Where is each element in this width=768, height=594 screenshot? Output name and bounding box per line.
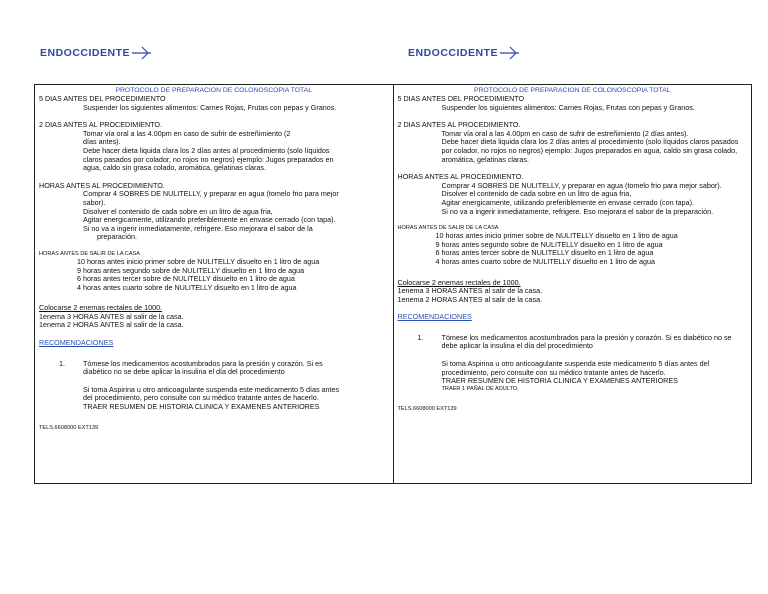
section-header-5-days: 5 DIAS ANTES DEL PROCEDIMIENTO <box>397 94 525 103</box>
schedule-line: 10 horas antes inicio primer sobre de NULITELLY disuelto en 1 litro de agua <box>435 231 678 241</box>
text-line: Disolver el contenido de cada sobre en un litro de agua fria, <box>83 206 273 216</box>
recommendation-item <box>398 386 748 393</box>
recommendation-item <box>39 386 389 403</box>
recommendation-item <box>398 377 748 386</box>
text-line: TRAER RESUMEN DE HISTORIA CLINICA Y EXAMENES ANTERIORES <box>83 402 320 412</box>
section-text-5-days: Suspender los siguientes alimentos: Carnes Rojas, Frutas con pepas y Granos. <box>83 102 337 112</box>
text-line: Debe hacer dieta liquida clara los 2 días antes al procedimiento (solo líquidos claros pasados <box>441 137 739 147</box>
protocol-title: PROTOCOLO DE PREPARACION DE COLONOSCOPIA TOTAL <box>473 87 671 94</box>
protocol-sheet <box>34 84 752 484</box>
text-line: sabor). <box>83 197 106 207</box>
text-line: preparación. <box>97 232 137 242</box>
recommendations-header: RECOMENDACIONES <box>397 312 472 322</box>
list-number: 1. <box>59 358 65 368</box>
text-line: diabético no se debe aplicar la insulina el día del procedimiento <box>83 367 285 377</box>
text-line: Si no va a ingerir inmediatamente, refrigere. Eso mejorara el sabor de la preparación. <box>441 206 714 216</box>
brand-logo-text: ENDOCCIDENTE <box>40 47 131 59</box>
spacer <box>39 242 389 251</box>
text-line: claros pasados por colador, no rojos no negros) ejemplo: Jugos preparados en <box>83 154 334 164</box>
protocol-column-left <box>35 85 393 483</box>
text-line: debe aplicar la insulina el día del procedimiento <box>441 341 593 351</box>
protocol-column-right <box>393 85 752 483</box>
text-line: Tomar vía oral a las 4.00pm en caso de sufrir de estreñimiento (2 <box>83 128 291 138</box>
text-line: TRAER RESUMEN DE HISTORIA CLINICA Y EXAMENES ANTERIORES <box>441 376 678 386</box>
section-header-5-days: 5 DIAS ANTES DEL PROCEDIMIENTO <box>39 94 166 103</box>
list-number: 1. <box>417 332 424 342</box>
schedule-line: 6 horas antes tercer sobre de NULITELLY disuelto en 1 litro de agua <box>435 248 654 258</box>
text-line: TRAER 1 PAÑAL DE ADULTO, <box>441 385 519 392</box>
section-text-5-days: Suspender los siguientes alimentos: Carnes Rojas, Frutas con pepas y Granos. <box>441 102 695 112</box>
schedule-line: 9 horas antes segundo sobre de NULITELLY disuelto en 1 litro de agua <box>435 239 663 249</box>
section-header-2-days: 2 DIAS ANTES AL PROCEDIMIENTO. <box>397 120 521 130</box>
text-line: Tómese los medicamentos acostumbrados para la presión y corazón. Si es diabético no se <box>441 332 732 342</box>
text-line: por colador, no rojos no negros) ejemplo: Jugos preparados en agua, caldo sin grasa colado, <box>441 145 738 155</box>
brand-logo <box>408 46 521 60</box>
enema-header: Colocarse 2 enemas rectales de 1000. <box>397 277 521 287</box>
schedule-line: 9 horas antes segundo sobre de NULITELLY disuelto en 1 litro de agua <box>77 265 305 275</box>
text-line: Debe hacer dieta liquida clara los 2 días antes al procedimiento (solo líquidos <box>83 145 330 155</box>
enema-header: Colocarse 2 enemas rectales de 1000. <box>39 303 163 313</box>
spacer <box>398 393 748 405</box>
enema-line: 1enema 2 HORAS ANTES al salir de la casa. <box>397 294 543 304</box>
protocol-title: PROTOCOLO DE PREPARACION DE COLONOSCOPIA TOTAL <box>115 87 313 94</box>
recommendations-header: RECOMENDACIONES <box>39 338 114 348</box>
spacer <box>398 216 748 225</box>
enema-line: 1enema 3 HORAS ANTES al salir de la casa. <box>39 311 184 321</box>
section-header-leave-home: HORAS ANTES DE SALIR DE LA CASA <box>397 225 499 232</box>
enema-line: 1enema 3 HORAS ANTES al salir de la casa. <box>397 286 543 296</box>
spacer <box>398 267 748 279</box>
phone-contact: TELS.6608000 EXT139 <box>397 405 457 412</box>
text-line: Disolver el contenido de cada sobre en un litro de agua fria, <box>441 189 632 199</box>
text-line: días antes). <box>83 137 121 147</box>
brand-logo-text: ENDOCCIDENTE <box>408 47 499 59</box>
schedule-line: 4 horas antes cuarto sobre de NULITELLY disuelto en 1 litro de agua <box>435 256 655 266</box>
schedule-line: 4 horas antes cuarto sobre de NULITELLY disuelto en 1 litro de agua <box>77 282 297 292</box>
text-line: Tomar vía oral a las 4.00pm en caso de sufrir de estreñimiento (2 días antes). <box>441 128 689 138</box>
text-line: aromática, gelatinas claras. <box>441 154 529 164</box>
recommendation-item <box>398 334 748 351</box>
recommendation-item <box>39 360 389 377</box>
text-line: procedimiento, pero consulte con su médico tratante antes de hacerlo. <box>441 367 666 377</box>
text-line: Comprar 4 SOBRES DE NULITELLY, y preparar en agua (tomelo frio para mejor <box>83 189 339 199</box>
text-line: Agitar energicamente, utilizando preferiblemente en envase cerrado (con tapa). <box>441 197 695 207</box>
phone-contact: TELS.6608000 EXT139 <box>39 424 99 431</box>
text-line: Agitar energicamente, utilizando preferiblemente en envase cerrado (con tapa). <box>83 215 336 225</box>
section-header-hours: HORAS ANTES AL PROCEDIMIENTO. <box>39 180 165 190</box>
spacer <box>39 412 389 424</box>
text-line: Si toma Aspirina u otro anticoagulante suspenda este medicamento 5 días antes del <box>441 359 710 369</box>
schedule-line: 10 horas antes inicio primer sobre de NULITELLY disuelto en 1 litro de agua <box>77 256 320 266</box>
recommendation-item <box>398 360 748 377</box>
section-header-2-days: 2 DIAS ANTES AL PROCEDIMIENTO. <box>39 120 163 130</box>
section-header-leave-home: HORAS ANTES DE SALIR DE LA CASA <box>39 250 141 257</box>
brand-logo <box>40 46 153 60</box>
text-line: Si no va a ingerir inmediatamente, refrigere. Eso mejorara el sabor de la <box>83 223 313 233</box>
logo-emblem-icon <box>131 46 153 60</box>
text-line: del procedimiento, pero consulte con su médico tratante antes de hacerlo. <box>83 393 319 403</box>
enema-line: 1enema 2 HORAS ANTES al salir de la casa. <box>39 320 184 330</box>
recommendation-item <box>39 403 389 412</box>
logo-emblem-icon <box>499 46 521 60</box>
schedule-line: 6 horas antes tercer sobre de NULITELLY disuelto en 1 litro de agua <box>77 274 295 284</box>
text-line: agua, caldo sin grasa colado, aromática, gelatinas claras. <box>83 163 266 173</box>
text-line: Tómese los medicamentos acostumbrados para la presión y corazón. Si es <box>83 358 323 368</box>
section-header-hours: HORAS ANTES AL PROCEDIMIENTO. <box>397 172 524 182</box>
spacer <box>39 348 389 360</box>
text-line: Si toma Aspirina u otro anticoagulante suspenda este medicamento 5 días antes <box>83 384 340 394</box>
text-line: Comprar 4 SOBRES DE NULITELLY, y preparar en agua (tomelo frio para mejor sabor). <box>441 180 722 190</box>
